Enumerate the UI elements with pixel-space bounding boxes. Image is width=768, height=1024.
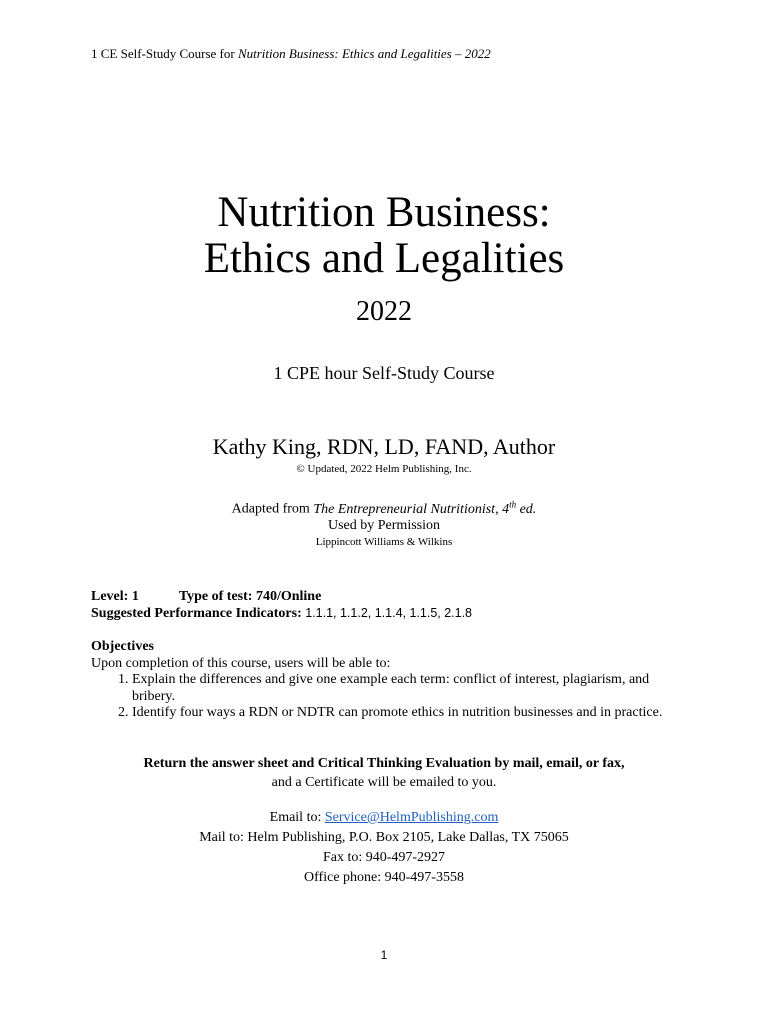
objectives-list	[118, 672, 678, 722]
level-line	[91, 589, 321, 605]
publisher-line: Lippincott Williams & Wilkins	[315, 536, 453, 548]
title-line-1: Nutrition Business:	[217, 189, 551, 236]
objectives-heading: Objectives	[91, 639, 154, 654]
page-number: 1	[380, 948, 388, 962]
objectives-intro: Upon completion of this course, users will be able to:	[91, 656, 391, 671]
fax-line: Fax to: 940-497-2927	[322, 850, 446, 865]
copyright-line: © Updated, 2022 Helm Publishing, Inc.	[296, 463, 472, 475]
running-header	[91, 46, 491, 62]
title-line-2: Ethics and Legalities	[203, 235, 565, 282]
email-link[interactable]: Service@HelmPublishing.com	[324, 810, 499, 825]
header-prefix: 1 CE Self-Study Course for	[91, 46, 238, 61]
certificate-note: and a Certificate will be emailed to you.	[271, 775, 497, 790]
objective-text: Explain the differences and give one example each term: conflict of interest, plagiarism, and bribery.	[132, 672, 650, 704]
title-year: 2022	[356, 296, 412, 327]
document-title	[0, 190, 768, 282]
level-label: Level: 1	[91, 589, 139, 604]
course-type: 1 CPE hour Self-Study Course	[273, 363, 495, 383]
source-book-name: The Entrepreneurial Nutritionist, 4	[313, 501, 510, 517]
mail-line: Mail to: Helm Publishing, P.O. Box 2105, Lake Dallas, TX 75065	[199, 830, 569, 845]
objective-number: 2.	[118, 705, 129, 720]
objective-number: 1.	[118, 672, 129, 687]
permission-line: Used by Permission	[328, 518, 440, 533]
objective-item	[118, 672, 678, 705]
edition-suffix: ed.	[516, 501, 537, 517]
source-book-title	[313, 499, 537, 517]
header-course-title: Nutrition Business: Ethics and Legalities – 2022	[237, 46, 491, 61]
adapted-from	[0, 499, 768, 518]
return-instructions: Return the answer sheet and Critical Thinking Evaluation by mail, email, or fax,	[143, 756, 625, 771]
phone-line: Office phone: 940-497-3558	[304, 870, 464, 885]
email-line	[0, 810, 768, 826]
objective-text: Identify four ways a RDN or NDTR can promote ethics in nutrition businesses and in practice.	[132, 705, 663, 720]
performance-indicators	[91, 606, 472, 622]
indicators-values: 1.1.1, 1.1.2, 1.1.4, 1.1.5, 2.1.8	[301, 606, 473, 620]
indicators-label: Suggested Performance Indicators:	[91, 606, 302, 621]
objective-item	[118, 705, 678, 722]
edition-superscript: th	[509, 499, 517, 509]
email-label: Email to:	[269, 810, 325, 825]
author-line: Kathy King, RDN, LD, FAND, Author	[212, 434, 556, 459]
adapted-prefix: Adapted from	[231, 501, 314, 517]
test-type: Type of test: 740/Online	[178, 589, 322, 604]
